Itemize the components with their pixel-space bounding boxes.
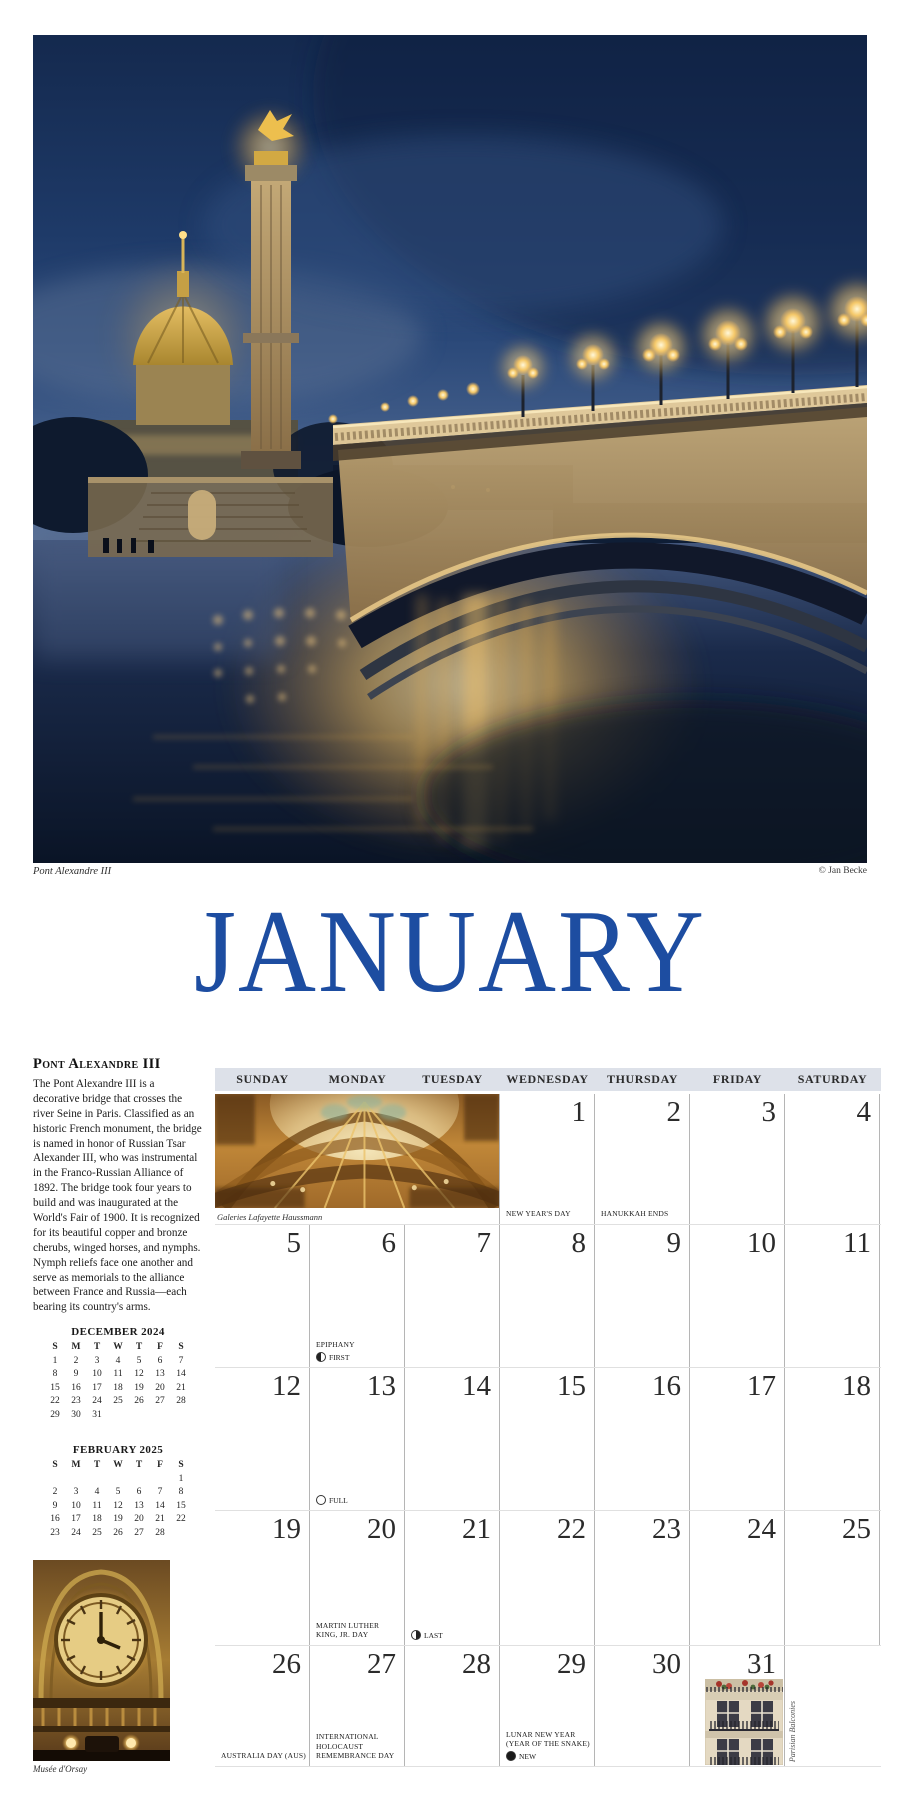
mini-day-header: S [178,1460,184,1470]
date-number: 15 [557,1370,586,1402]
sidebar-description: The Pont Alexandre III is a decorative bridge that crosses the river Seine in Paris. Classified as an historic French monument, the bridge is named in honor of Russian Tsar Alexander III, who was instrumental in the Franco-Russian Alliance of 1892. The bridge took four years to build and was inaugurated at the World's Fair of 1900. It is recognized for its beautiful copper and bronze cherubs, winged horses, and nymphs. Nymph reliefs face one another and serve as memorials to the alliance between France and Russia—each bearing its country's arms. [33,1078,202,1314]
mini-date: 27 [155,1396,165,1406]
month-title: JANUARY [193,886,707,1018]
date-number: 13 [367,1370,396,1402]
date-number: 20 [367,1513,396,1545]
photo-cell [215,1094,500,1224]
moon-first-icon [316,1352,326,1362]
mini-date: 13 [134,1500,144,1511]
mini-date: 3 [73,1487,79,1497]
mini-date: 23 [71,1396,81,1406]
mini-day-header: W [113,1342,123,1352]
moon-phase-label: FIRST [329,1352,350,1362]
moon-phase [316,1352,401,1362]
date-number: 27 [367,1648,396,1680]
mini-calendars [33,1326,203,1562]
day-cell [500,1094,595,1224]
mini-date [108,1409,129,1423]
mini-date [129,1473,150,1487]
day-cell [785,1368,880,1510]
main-photo-caption: Pont Alexandre III [33,866,112,877]
moon-full-icon [316,1495,326,1505]
date-number: 14 [462,1370,491,1402]
date-number: 5 [286,1227,301,1259]
mini-date: 27 [134,1527,144,1538]
mini-calendar-title: FEBRUARY 2025 [72,1444,164,1456]
date-number: 8 [571,1227,586,1259]
date-number: 17 [747,1370,776,1402]
cell-photo-credit: Parisian Balconies [788,1700,797,1762]
week-row [215,1646,881,1767]
day-cell [405,1225,500,1367]
holiday-label: HANUKKAH ENDS [601,1209,669,1219]
mini-date: 8 [52,1369,58,1379]
mini-day-header: S [52,1342,58,1352]
mini-date: 10 [92,1369,102,1379]
mini-date: 11 [113,1369,123,1379]
musee-dorsay-photo [33,1560,170,1761]
day-cell [690,1094,785,1224]
mini-date: 18 [92,1514,102,1524]
calendar-day-header-row [215,1068,881,1091]
date-number: 11 [843,1227,871,1259]
mini-date: 1 [178,1473,184,1484]
day-header: THURSDAY [606,1072,679,1086]
day-header: WEDNESDAY [506,1072,589,1086]
moon-phase-label: NEW [519,1751,537,1761]
mini-date [108,1473,129,1487]
date-number: 4 [856,1096,871,1128]
day-cell [690,1511,785,1645]
mini-date: 20 [134,1514,144,1524]
mini-date: 17 [92,1382,102,1393]
date-number: 31 [747,1648,776,1680]
date-number: 29 [557,1648,586,1680]
week-row [215,1368,881,1511]
cell-annotations [316,1338,401,1362]
date-number: 18 [842,1370,871,1402]
mini-date: 6 [157,1355,163,1366]
date-number: 24 [747,1513,776,1545]
date-number: 9 [666,1227,681,1259]
day-cell [690,1368,785,1510]
date-number: 19 [272,1513,301,1545]
mini-date: 2 [73,1355,79,1366]
mini-date: 7 [157,1487,163,1497]
mini-day-header: F [157,1342,163,1352]
mini-date: 18 [113,1382,123,1393]
mini-date [150,1409,171,1423]
mini-date: 5 [115,1487,121,1497]
mini-date: 5 [136,1355,142,1366]
day-cell [215,1368,310,1510]
mini-date: 21 [155,1514,165,1524]
mini-calendar-grid [33,1459,203,1540]
mini-date: 8 [178,1487,184,1497]
parisian-balconies-photo [705,1679,783,1765]
holiday-label: NEW YEAR'S DAY [506,1209,571,1219]
mini-date: 26 [113,1527,123,1538]
mini-date [45,1473,66,1487]
mini-day-header: T [93,1342,101,1352]
day-cell [310,1225,405,1367]
mini-date: 4 [115,1355,121,1366]
mini-date: 13 [155,1369,165,1379]
cell-annotations [221,1749,306,1761]
mini-calendar-title: DECEMBER 2024 [71,1326,165,1338]
mini-calendar-grid [33,1341,203,1422]
pont-alexandre-photo-art [33,35,867,863]
day-header: SUNDAY [236,1072,289,1086]
day-cell [785,1094,880,1224]
sidebar [33,1056,203,1315]
moon-phase-label: LAST [424,1630,443,1640]
mini-date [66,1473,87,1487]
moon-new-icon [506,1751,516,1761]
mini-date: 28 [176,1396,186,1406]
mini-date: 11 [92,1500,102,1511]
mini-date: 9 [52,1500,58,1511]
moon-phase [506,1751,591,1761]
date-number: 6 [381,1227,396,1259]
cell-annotations [316,1493,401,1505]
holiday-label: EPIPHANY [316,1340,355,1350]
moon-phase-label: FULL [329,1495,348,1505]
date-number: 23 [652,1513,681,1545]
mini-date: 28 [155,1527,165,1538]
mini-date: 4 [94,1487,100,1497]
mini-date: 2 [52,1487,58,1497]
mini-date: 24 [71,1527,81,1538]
mini-day-header: W [113,1460,123,1470]
mini-date: 26 [134,1396,144,1406]
mini-date: 19 [113,1514,123,1524]
date-number: 16 [652,1370,681,1402]
mini-date: 15 [50,1382,60,1393]
date-number: 22 [557,1513,586,1545]
calendar [215,1068,881,1767]
mini-date: 17 [71,1514,81,1524]
mini-date: 25 [92,1527,102,1538]
holiday-label: LUNAR NEW YEAR (YEAR OF THE SNAKE) [506,1729,590,1749]
mini-day-header: M [71,1342,81,1352]
day-cell [500,1511,595,1645]
day-cell [595,1225,690,1367]
mini-date [150,1473,171,1487]
mini-date: 12 [113,1500,123,1511]
mini-date: 10 [71,1500,81,1511]
mini-date: 14 [176,1369,186,1379]
main-photo-caption-row [33,866,867,877]
day-cell [310,1368,405,1510]
date-number: 3 [761,1096,776,1128]
day-cell [500,1225,595,1367]
mini-day-header: M [71,1460,81,1470]
date-number: 26 [272,1648,301,1680]
mini-date: 1 [52,1355,58,1366]
holiday-label: AUSTRALIA DAY (AUS) [221,1751,306,1761]
day-cell [690,1225,785,1367]
date-number: 28 [462,1648,491,1680]
mini-date: 9 [73,1369,79,1379]
day-header: SATURDAY [797,1072,868,1086]
mini-date: 3 [94,1355,100,1366]
mini-calendar [33,1444,203,1540]
musee-dorsay-photo-art [33,1560,170,1761]
date-number: 12 [272,1370,301,1402]
moon-phase [411,1630,496,1640]
day-header: FRIDAY [712,1072,763,1086]
date-number: 1 [571,1096,586,1128]
mini-date [171,1527,192,1541]
day-cell [310,1511,405,1645]
calendar-grid [215,1094,881,1767]
mini-day-header: T [135,1342,143,1352]
day-cell [595,1094,690,1224]
moon-last-icon [411,1630,421,1640]
week-row [215,1225,881,1368]
day-header: MONDAY [328,1072,387,1086]
cell-annotations [411,1628,496,1640]
mini-date [87,1473,108,1487]
date-number: 7 [476,1227,491,1259]
mini-calendar [33,1326,203,1422]
mini-day-header: T [93,1460,101,1470]
day-header: TUESDAY [422,1072,483,1086]
day-cell [500,1368,595,1510]
mini-day-header: S [178,1342,184,1352]
moon-phase [316,1495,401,1505]
mini-date: 21 [176,1382,186,1393]
day-cell [405,1368,500,1510]
cell-annotations [316,1619,401,1641]
date-number: 10 [747,1227,776,1259]
cell-annotations [506,1728,591,1762]
mini-date [171,1409,192,1423]
galeries-lafayette-photo [215,1094,499,1208]
mini-date: 29 [50,1409,60,1420]
cell-annotations [601,1207,686,1219]
day-cell [595,1368,690,1510]
mini-day-header: F [157,1460,163,1470]
day-cell [405,1646,500,1766]
date-number: 25 [842,1513,871,1545]
holiday-label: INTERNATIONAL HOLOCAUST REMEMBRANCE DAY [316,1731,395,1761]
day-cell [215,1511,310,1645]
mini-date: 7 [178,1355,184,1366]
holiday-label: MARTIN LUTHER KING, JR. DAY [316,1620,380,1640]
week-row [215,1511,881,1646]
mini-day-header: T [135,1460,143,1470]
day-cell [785,1511,880,1645]
mini-date: 24 [92,1396,102,1406]
day-cell [500,1646,595,1766]
mini-date: 15 [176,1500,186,1511]
cell-annotations [316,1730,401,1761]
day-cell [310,1646,405,1766]
mini-date: 12 [134,1369,144,1379]
day-cell [215,1225,310,1367]
sidebar-heading: Pont Alexandre III [33,1056,161,1072]
mini-day-header: S [52,1460,58,1470]
mini-date: 23 [50,1527,60,1538]
day-cell [690,1646,797,1766]
pont-alexandre-photo [33,35,867,863]
musee-dorsay-caption: Musée d'Orsay [33,1764,88,1774]
main-photo-credit: © Jan Becke [818,866,867,876]
mini-date: 16 [50,1514,60,1524]
week-row [215,1094,881,1225]
date-number: 2 [666,1096,681,1128]
day-cell [595,1646,690,1766]
mini-date: 16 [71,1382,81,1393]
day-cell [785,1225,880,1367]
mini-date [129,1409,150,1423]
mini-date: 22 [176,1514,186,1524]
day-cell [215,1646,310,1766]
mini-date: 22 [50,1396,60,1406]
cell-photo-caption: Galeries Lafayette Haussmann [217,1212,323,1222]
mini-date: 25 [113,1396,123,1406]
day-cell [595,1511,690,1645]
mini-date: 14 [155,1500,165,1511]
mini-date: 30 [71,1409,81,1420]
mini-date: 20 [155,1382,165,1393]
date-number: 30 [652,1648,681,1680]
cell-annotations [506,1207,591,1219]
mini-date: 6 [136,1487,142,1497]
mini-date: 19 [134,1382,144,1393]
mini-date: 31 [92,1409,102,1420]
day-cell [405,1511,500,1645]
date-number: 21 [462,1513,491,1545]
